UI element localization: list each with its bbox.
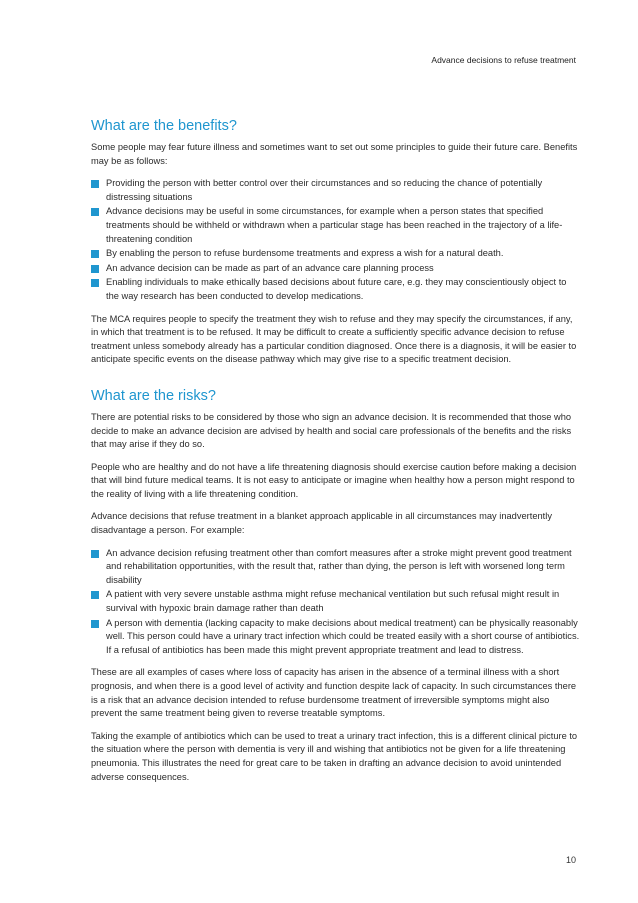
benefits-heading: What are the benefits? bbox=[91, 118, 237, 134]
page-number: 10 bbox=[565, 855, 576, 865]
risks-paragraph-5: Taking the example of antibiotics which can be used to treat a urinary tract infection, this is a different clinical picture to the situation where the person with dementia is very ill and wishing that antibiotics not be given for a life threatening pneumonia. This illustrates the need for great care to be taken in drafting an advance decision to avoid unintended adverse consequences. bbox=[91, 730, 578, 782]
running-header: Advance decisions to refuse treatment bbox=[431, 55, 576, 65]
main-content bbox=[91, 118, 581, 793]
benefits-closing: The MCA requires people to specify the treatment they wish to refuse and they may specify the circumstances, if any, in which that treatment is to be refused. It may be difficult to create a sufficiently specific advance decision to refuse treatment unless somebody already has a particular condition diagnosed. Once there is a diagnosis, it will be easier to anticipate specific events on the disease pathway which may give rise to a specific treatment decision. bbox=[91, 313, 577, 365]
risks-list bbox=[91, 547, 581, 658]
risks-paragraph-2: People who are healthy and do not have a life threatening diagnosis should exercise caution before making a decision that will bind future medical teams. It is not easy to anticipate or imagine when healthy how a person might respond to the reality of living with a life threatening condition. bbox=[91, 461, 577, 499]
list-item: An advance decision can be made as part of an advance care planning process bbox=[91, 262, 581, 276]
square-bullet-icon bbox=[91, 250, 99, 258]
benefits-list bbox=[91, 177, 581, 303]
list-item: A person with dementia (lacking capacity to make decisions about medical treatment) can be physically reasonably well. This person could have a urinary tract infection which could be treated easily with a short course of antibiotics. If a refusal of antibiotics has been made this might prevent appropriate treatment and lead to distress. bbox=[91, 617, 581, 658]
square-bullet-icon bbox=[91, 591, 99, 599]
square-bullet-icon bbox=[91, 620, 99, 628]
list-item: By enabling the person to refuse burdensome treatments and express a wish for a natural death. bbox=[91, 247, 581, 261]
benefits-intro: Some people may fear future illness and sometimes want to set out some principles to guide their future care. Benefits may be as follows: bbox=[91, 142, 578, 166]
list-item: Providing the person with better control over their circumstances and so reducing the chance of potentially distressing situations bbox=[91, 177, 581, 204]
square-bullet-icon bbox=[91, 279, 99, 287]
risks-paragraph-4: These are all examples of cases where loss of capacity has arisen in the absence of a terminal illness with a short prognosis, and when there is a good level of activity and function despite lack of capacity. In such circumstances there is a risk that an advance decision intended to refuse burdensome treatment of irreversible symptoms might also prevent the same treatment being given to reverse treatable symptoms. bbox=[91, 667, 577, 719]
risks-paragraph-3: Advance decisions that refuse treatment in a blanket approach applicable in all circumstances may inadvertently disadvantage a person. For example: bbox=[91, 511, 552, 536]
list-item: A patient with very severe unstable asthma might refuse mechanical ventilation but such refusal might result in survival with hypoxic brain damage rather than death bbox=[91, 588, 581, 615]
list-item: Enabling individuals to make ethically based decisions about future care, e.g. they may conscientiously object to the way research has been conducted to develop medications. bbox=[91, 276, 581, 303]
risks-heading: What are the risks? bbox=[91, 387, 216, 404]
square-bullet-icon bbox=[91, 208, 99, 216]
square-bullet-icon bbox=[91, 265, 99, 273]
square-bullet-icon bbox=[91, 550, 99, 558]
square-bullet-icon bbox=[91, 180, 99, 188]
list-item: An advance decision refusing treatment other than comfort measures after a stroke might prevent good treatment and rehabilitation opportunities, with the result that, rather than dying, the person is left with worsened long term disability bbox=[91, 547, 581, 588]
list-item: Advance decisions may be useful in some circumstances, for example when a person states that specified treatments should be withheld or withdrawn when a particular stage has been reached in the trajectory of a life-threatening condition bbox=[91, 205, 581, 246]
risks-paragraph-1: There are potential risks to be considered by those who sign an advance decision. It is recommended that those who decide to make an advance decision are advised by health and social care professionals of the benefits and the risks that may arise if they do so. bbox=[91, 411, 572, 450]
